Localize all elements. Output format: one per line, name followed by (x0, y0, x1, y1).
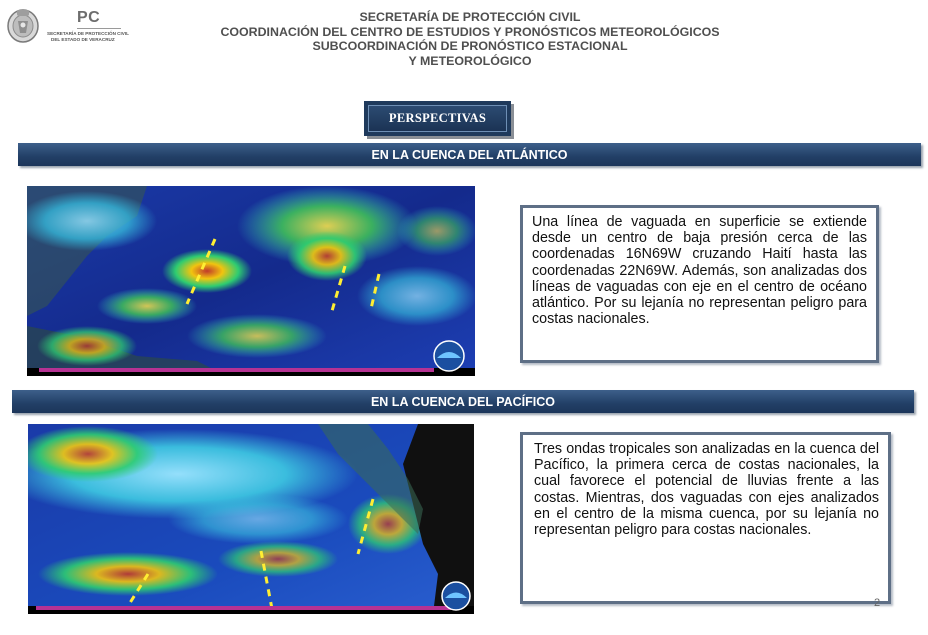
pacific-section-heading: EN LA CUENCA DEL PACÍFICO (12, 390, 914, 413)
atlantic-satellite-image (27, 186, 475, 376)
pc-logo-subtitle-2: DEL ESTADO DE VERACRUZ (51, 36, 115, 42)
header-title-1: SECRETARÍA DE PROTECCIÓN CIVIL (359, 10, 581, 24)
page-header (140, 10, 800, 68)
pacific-satellite-image (28, 424, 474, 614)
logo-divider (77, 28, 121, 29)
header-title-2: COORDINACIÓN DEL CENTRO DE ESTUDIOS Y PRONÓSTICOS METEOROLÓGICOS (220, 24, 720, 39)
pc-logo (47, 9, 137, 42)
pacific-description: Tres ondas tropicales son analizadas en la cuenca del Pacífico, la primera cerca de costas nacionales, la cual favorece el potencial de lluvias frente a las costas. Mientras, dos vaguadas con ejes analizados en el centro de la misma cuenca, por su lejanía no representan peligro para costas nacionales. (520, 432, 891, 604)
atlantic-section-heading: EN LA CUENCA DEL ATLÁNTICO (18, 143, 921, 166)
atlantic-description: Una línea de vaguada en superficie se extiende desde un centro de baja presión cerca de las coordenadas 16N69W cruzando Haití hasta las coordenadas 22N69W. Además, son analizadas dos líneas de vaguadas con eje en el centro de océano atlántico. Por su lejanía no representan peligro para costas nacionales. (520, 205, 879, 363)
pc-logo-text: PC (77, 9, 101, 26)
state-seal-logo (5, 6, 41, 44)
perspectivas-badge (364, 101, 511, 136)
header-title-4: Y METEOROLÓGICO (408, 53, 532, 68)
perspectivas-badge-label: PERSPECTIVAS (368, 105, 507, 132)
page-number: 2 (874, 597, 881, 609)
header-title-3: SUBCOORDINACIÓN DE PRONÓSTICO ESTACIONAL (312, 39, 628, 54)
pc-logo-subtitle-1: SECRETARÍA DE PROTECCIÓN CIVIL (47, 31, 129, 36)
